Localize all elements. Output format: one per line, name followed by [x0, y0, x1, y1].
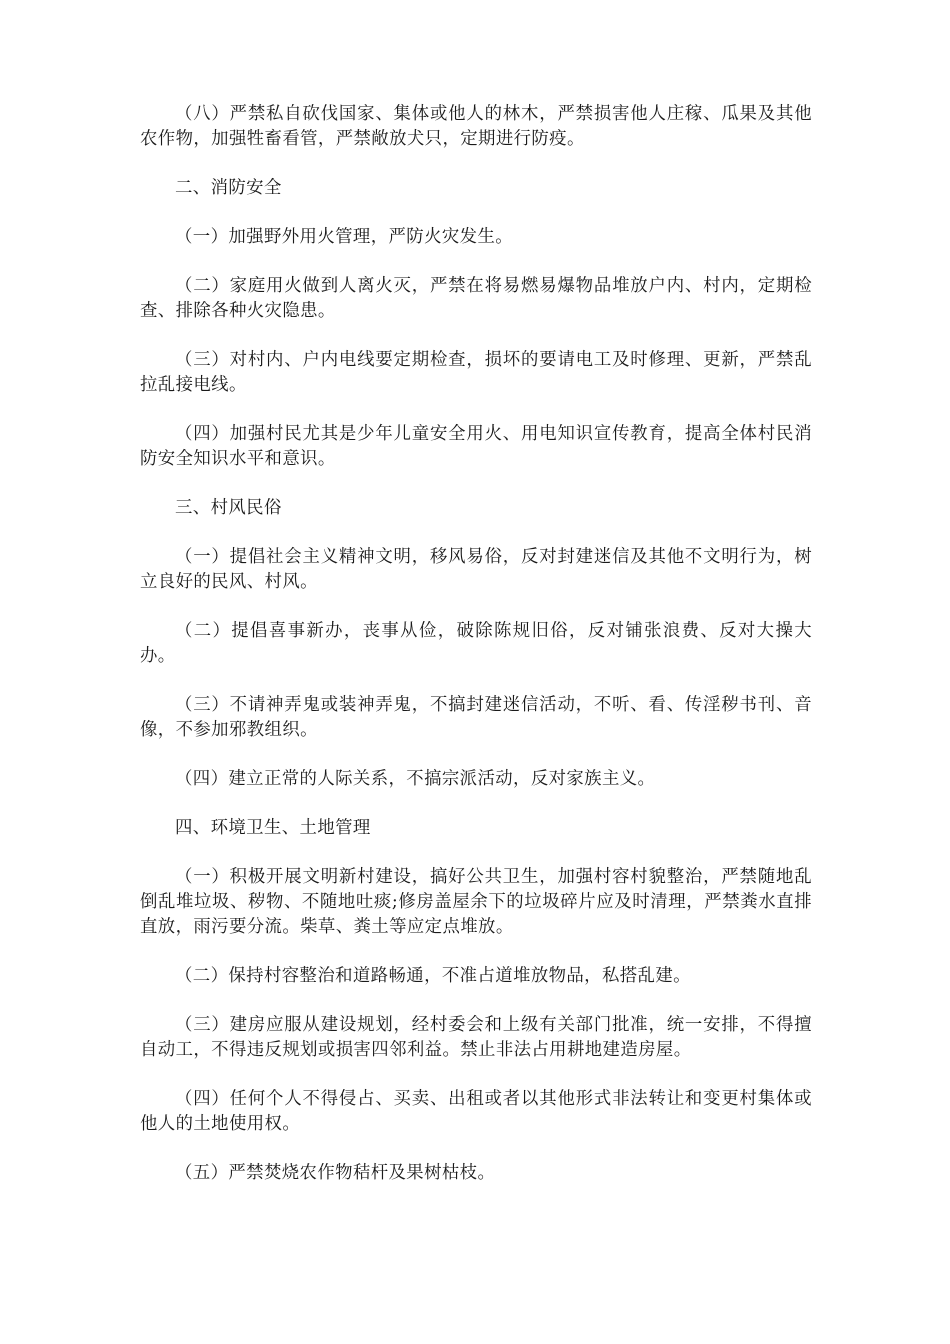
clause-environment-1: （一）积极开展文明新村建设，搞好公共卫生，加强村容村貌整治，严禁随地乱倒乱堆垃圾、秽物、不随地吐痰;修房盖屋余下的垃圾碎片应及时清理，严禁粪水直排直放，雨污要分流。柴草、粪土等应定点堆放。 [140, 867, 812, 937]
clause-fire-3: （三）对村内、户内电线要定期检查，损坏的要请电工及时修理、更新，严禁乱拉乱接电线。 [140, 350, 812, 395]
clause-fire-4: （四）加强村民尤其是少年儿童安全用火、用电知识宣传教育，提高全体村民消防安全知识水平和意识。 [140, 424, 812, 469]
section-heading-fire-safety: 二、消防安全 [175, 178, 282, 198]
clause-environment-4: （四）任何个人不得侵占、买卖、出租或者以其他形式非法转让和变更村集体或他人的土地使用权。 [140, 1089, 812, 1134]
clause-fire-1: （一）加强野外用火管理，严防火灾发生。 [175, 227, 514, 247]
clause-environment-2: （二）保持村容整治和道路畅通，不准占道堆放物品，私搭乱建。 [175, 966, 691, 986]
section-heading-environment-land: 四、环境卫生、土地管理 [175, 818, 371, 838]
section-heading-customs: 三、村风民俗 [175, 498, 282, 518]
clause-fire-2: （二）家庭用火做到人离火灭，严禁在将易燃易爆物品堆放户内、村内，定期检查、排除各种火灾隐患。 [140, 276, 812, 321]
clause-8-forest-protection: （八）严禁私自砍伐国家、集体或他人的林木，严禁损害他人庄稼、瓜果及其他农作物，加强牲畜看管，严禁敞放犬只，定期进行防疫。 [140, 104, 812, 149]
clause-environment-3: （三）建房应服从建设规划，经村委会和上级有关部门批准，统一安排，不得擅自动工，不得违反规划或损害四邻利益。禁止非法占用耕地建造房屋。 [140, 1015, 812, 1060]
clause-customs-4: （四）建立正常的人际关系，不搞宗派活动，反对家族主义。 [175, 769, 656, 789]
document-page [140, 102, 812, 1210]
clause-customs-1: （一）提倡社会主义精神文明，移风易俗，反对封建迷信及其他不文明行为，树立良好的民风、村风。 [140, 547, 812, 592]
clause-customs-2: （二）提倡喜事新办，丧事从俭，破除陈规旧俗，反对铺张浪费、反对大操大办。 [140, 621, 812, 666]
clause-environment-5: （五）严禁焚烧农作物秸杆及果树枯枝。 [175, 1163, 496, 1183]
clause-customs-3: （三）不请神弄鬼或装神弄鬼，不搞封建迷信活动，不听、看、传淫秽书刊、音像，不参加邪教组织。 [140, 695, 812, 740]
